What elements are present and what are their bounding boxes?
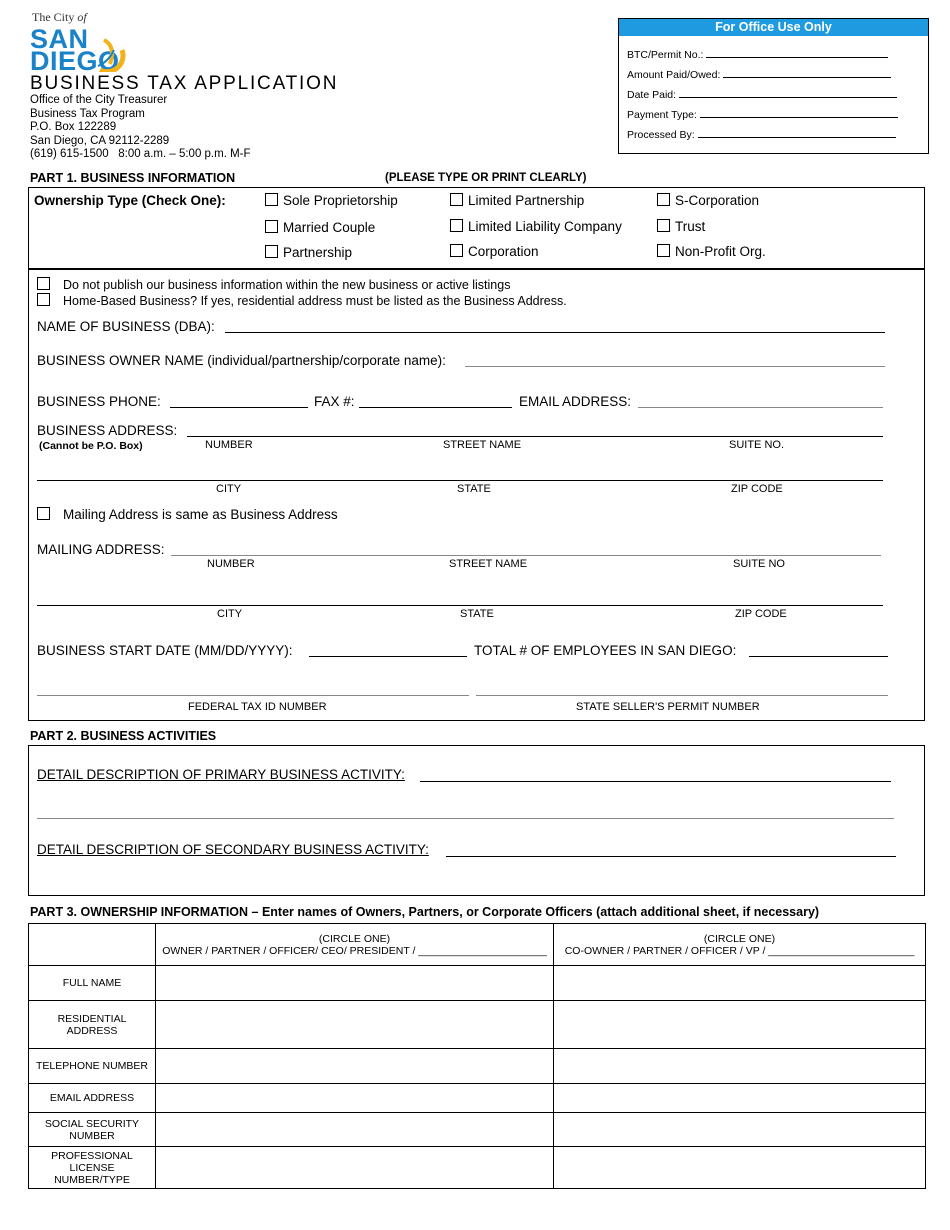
- mailing-sublabel-street: STREET NAME: [449, 558, 528, 570]
- owner-address-cell[interactable]: [156, 1001, 554, 1049]
- address-line: P.O. Box 122289: [30, 121, 117, 133]
- owner-email-cell[interactable]: [156, 1084, 554, 1113]
- fax-label: FAX #:: [314, 394, 355, 409]
- home-based-option[interactable]: Home-Based Business? If yes, residential address must be listed as the Business Address.: [37, 293, 567, 308]
- row-label-professional-license: PROFESSIONAL LICENSE NUMBER/TYPE: [29, 1147, 156, 1189]
- no-publish-option[interactable]: Do not publish our business information within the new business or active listings: [37, 277, 510, 292]
- seller-permit-label: STATE SELLER'S PERMIT NUMBER: [576, 701, 760, 713]
- mailing-sublabel-number: NUMBER: [207, 558, 255, 570]
- table-row: [29, 1113, 926, 1147]
- checkbox[interactable]: [37, 507, 50, 520]
- employees-label: TOTAL # OF EMPLOYEES IN SAN DIEGO:: [474, 643, 737, 658]
- business-address-field[interactable]: [187, 436, 883, 437]
- ownership-type-label: Ownership Type (Check One):: [34, 193, 226, 208]
- checkbox[interactable]: [450, 219, 463, 232]
- office-field-date[interactable]: Date Paid:: [627, 87, 897, 101]
- address-line: San Diego, CA 92112-2289: [30, 134, 170, 147]
- checkbox[interactable]: [657, 244, 670, 257]
- co-owner-license-cell[interactable]: [554, 1147, 926, 1189]
- office-use-box: [618, 18, 929, 154]
- start-date-label: BUSINESS START DATE (MM/DD/YYYY):: [37, 643, 293, 658]
- ownership-table: [28, 923, 926, 1189]
- mailing-address-label: MAILING ADDRESS:: [37, 542, 165, 557]
- option-s-corporation[interactable]: S-Corporation: [657, 193, 759, 208]
- logo-san: SAN: [30, 24, 89, 54]
- address-line: Office of the City Treasurer: [30, 94, 168, 106]
- option-llc[interactable]: Limited Liability Company: [450, 219, 622, 234]
- table-row: [29, 966, 926, 1001]
- mailing-sublabel-zip: ZIP CODE: [735, 608, 787, 620]
- part1-title: PART 1. BUSINESS INFORMATION: [30, 171, 236, 185]
- phone-label: BUSINESS PHONE:: [37, 394, 161, 409]
- owner-full-name-cell[interactable]: [156, 966, 554, 1001]
- co-owner-telephone-cell[interactable]: [554, 1049, 926, 1084]
- logo-city-text: The City of: [32, 10, 87, 24]
- email-label: EMAIL ADDRESS:: [519, 394, 632, 409]
- mailing-sublabel-state: STATE: [460, 608, 494, 620]
- seller-permit-field[interactable]: [476, 695, 888, 696]
- owner-name-field[interactable]: [465, 366, 885, 367]
- co-owner-email-cell[interactable]: [554, 1084, 926, 1113]
- secondary-activity-field[interactable]: [446, 856, 896, 857]
- owner-name-label: BUSINESS OWNER NAME (individual/partnership/corporate name):: [37, 353, 446, 368]
- owner-license-cell[interactable]: [156, 1147, 554, 1189]
- option-corporation[interactable]: Corporation: [450, 244, 539, 259]
- address-sublabel-suite: SUITE NO.: [729, 439, 785, 451]
- owner-ssn-cell[interactable]: [156, 1113, 554, 1147]
- address-sublabel-state: STATE: [457, 483, 491, 495]
- office-field-processed-by[interactable]: Processed By:: [627, 127, 896, 141]
- part2-title: PART 2. BUSINESS ACTIVITIES: [30, 729, 217, 743]
- address-sublabel-street: STREET NAME: [443, 439, 522, 451]
- office-field-payment-type[interactable]: Payment Type:: [627, 107, 898, 121]
- owner-column-header[interactable]: (CIRCLE ONE) OWNER / PARTNER / OFFICER/ CEO/ PRESIDENT / ______________________: [156, 924, 554, 966]
- checkbox[interactable]: [37, 277, 50, 290]
- address-line: Business Tax Program: [30, 107, 145, 120]
- mailing-sublabel-city: CITY: [217, 608, 243, 620]
- form-title: BUSINESS TAX APPLICATION: [30, 73, 339, 94]
- co-owner-ssn-cell[interactable]: [554, 1113, 926, 1147]
- checkbox[interactable]: [450, 244, 463, 257]
- option-non-profit[interactable]: Non-Profit Org.: [657, 244, 766, 259]
- table-row: [29, 1147, 926, 1189]
- table-header-row: [29, 924, 926, 966]
- office-field-permit[interactable]: BTC/Permit No.:: [627, 47, 888, 61]
- address-sublabel-number: NUMBER: [205, 439, 253, 451]
- owner-telephone-cell[interactable]: [156, 1049, 554, 1084]
- federal-tax-field[interactable]: [37, 695, 469, 696]
- part1-instruction: (PLEASE TYPE OR PRINT CLEARLY): [385, 172, 587, 184]
- office-use-title: For Office Use Only: [619, 19, 928, 36]
- option-married-couple[interactable]: Married Couple: [265, 220, 375, 235]
- table-cell: [29, 924, 156, 966]
- checkbox[interactable]: [450, 193, 463, 206]
- table-row: [29, 1001, 926, 1049]
- table-row: [29, 1084, 926, 1113]
- address-sublabel-city: CITY: [216, 483, 242, 495]
- business-address-label: BUSINESS ADDRESS:: [37, 423, 178, 438]
- primary-activity-field[interactable]: [420, 781, 891, 782]
- secondary-activity-label: DETAIL DESCRIPTION OF SECONDARY BUSINESS ACTIVITY:: [37, 842, 429, 857]
- no-po-box-note: (Cannot be P.O. Box): [39, 440, 143, 452]
- option-trust[interactable]: Trust: [657, 219, 705, 234]
- row-label-ssn: SOCIAL SECURITY NUMBER: [29, 1113, 156, 1147]
- checkbox[interactable]: [37, 293, 50, 306]
- table-row: [29, 1049, 926, 1084]
- option-sole-proprietorship[interactable]: Sole Proprietorship: [265, 193, 398, 208]
- address-sublabel-zip: ZIP CODE: [731, 483, 783, 495]
- checkbox[interactable]: [657, 193, 670, 206]
- mailing-sublabel-suite: SUITE NO: [733, 558, 785, 570]
- email-field[interactable]: [638, 407, 883, 408]
- federal-tax-label: FEDERAL TAX ID NUMBER: [188, 701, 327, 713]
- checkbox[interactable]: [657, 219, 670, 232]
- name-dba-label: NAME OF BUSINESS (DBA):: [37, 319, 215, 334]
- co-owner-address-cell[interactable]: [554, 1001, 926, 1049]
- primary-activity-field-2[interactable]: [37, 818, 894, 819]
- fax-field[interactable]: [359, 407, 512, 408]
- option-limited-partnership[interactable]: Limited Partnership: [450, 193, 584, 208]
- logo-diego: DIEGO: [30, 46, 120, 76]
- checkbox[interactable]: [265, 245, 278, 258]
- row-label-residential-address: RESIDENTIAL ADDRESS: [29, 1001, 156, 1049]
- logo-sun-icon: [96, 36, 126, 72]
- phone-field[interactable]: [170, 407, 308, 408]
- checkbox[interactable]: [265, 220, 278, 233]
- employees-field[interactable]: [749, 656, 888, 657]
- part3-title: PART 3. OWNERSHIP INFORMATION – Enter names of Owners, Partners, or Corporate Officers (attach additional sheet, if necessary): [30, 905, 820, 919]
- address-line: (619) 615-1500 8:00 a.m. – 5:00 p.m. M-F: [30, 148, 251, 160]
- primary-activity-label: DETAIL DESCRIPTION OF PRIMARY BUSINESS ACTIVITY:: [37, 767, 405, 782]
- co-owner-full-name-cell[interactable]: [554, 966, 926, 1001]
- co-owner-column-header[interactable]: (CIRCLE ONE) CO-OWNER / PARTNER / OFFICER / VP / _________________________: [554, 924, 926, 966]
- office-field-amount[interactable]: Amount Paid/Owed:: [627, 67, 891, 81]
- option-partnership[interactable]: Partnership: [265, 245, 352, 260]
- mailing-same-option[interactable]: Mailing Address is same as Business Address: [37, 507, 338, 522]
- row-label-telephone: TELEPHONE NUMBER: [29, 1049, 156, 1084]
- mailing-city-field[interactable]: [37, 605, 883, 606]
- checkbox[interactable]: [265, 193, 278, 206]
- name-dba-field[interactable]: [225, 332, 885, 333]
- row-label-email: EMAIL ADDRESS: [29, 1084, 156, 1113]
- mailing-address-field[interactable]: [171, 555, 881, 556]
- row-label-full-name: FULL NAME: [29, 966, 156, 1001]
- start-date-field[interactable]: [309, 656, 467, 657]
- business-city-field[interactable]: [37, 480, 883, 481]
